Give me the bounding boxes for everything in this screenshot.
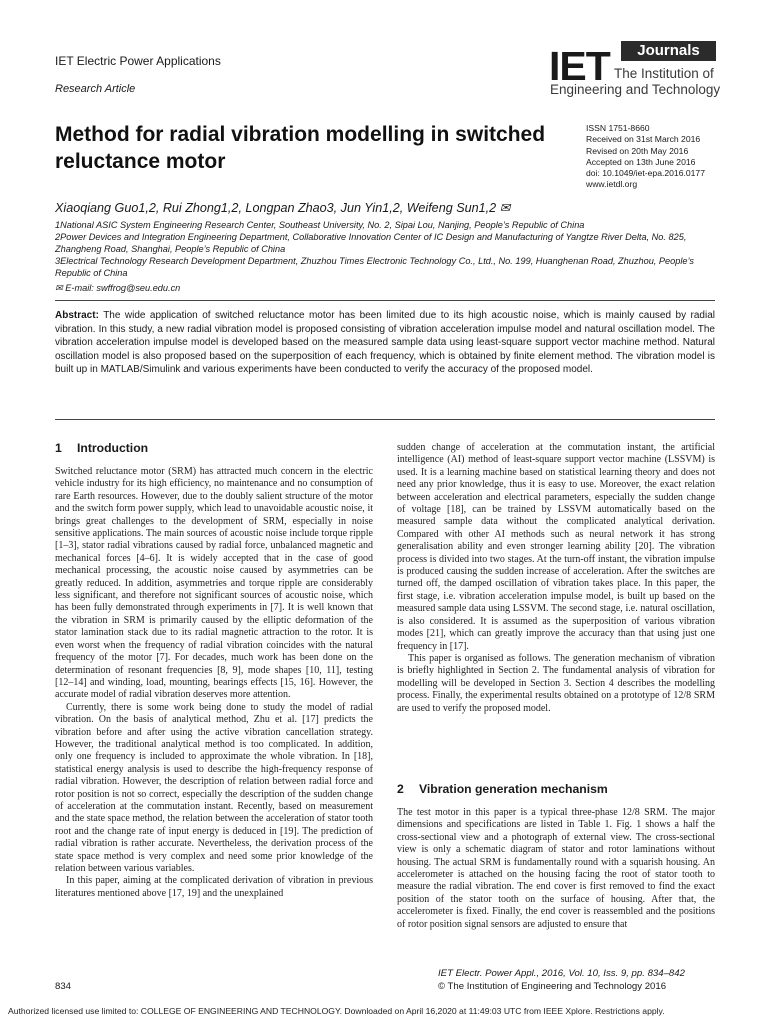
abstract-label: Abstract: — [55, 310, 99, 321]
footer-copyright: © The Institution of Engineering and Technology 2016 — [438, 981, 667, 992]
paragraph: In this paper, aiming at the complicated derivation of vibration in previous literatures mentioned above [17, 19] and the unexplained — [55, 875, 373, 899]
paragraph: Switched reluctance motor (SRM) has attracted much concern in the electric vehicle industry for its high efficiency, no maintenance and no consumption of rare Earth resources. However, due to the doubly salient structure of the motor and the switch form power supply, which lead to unavoidable acoustic noise, it brings great challenges to the development of SRM, especially in noise sensitive applications. The main sources of acoustic noise include torque ripple [1–3], stator radial vibrations caused by radial force, unbalanced magnetic and mechanical forces [4–6]. It is widely accepted that in the case of good mechanical processing, the acoustic noise caused by asymmetries can be greatly reduced. In addition, asymmetries and torque ripple are considerably less significant, and therefore not significant sources of acoustic noise, which has been fully demonstrated through experiments in [7]. It is well known that the vibration in SRM is primarily caused by the elliptic deformation of the stator lamination stack due to its radial magnetic attraction to the rotor. It is even worst when the frequency of radial vibration coincides with the natural frequency of the motor [7]. For decades, much work has been done on the determination of resonant frequencies [8, 9], mode shapes [10, 11], testing [12–14] and winding, load, mounting, bearings effects [15, 16]. However, the accurate model of radial vibration deserves more attention. — [55, 466, 373, 701]
institution-line-2: Engineering and Technology — [550, 82, 721, 97]
website-link[interactable]: www.ietdl.org — [586, 179, 638, 190]
paragraph: sudden change of acceleration at the commutation instant, the artificial intelligence (AI) method of least-square support vector machine (LSSVM) is used. It is a learning machine based on statistical learning theory and does not need any prior knowledge, thus it is easy to use. Moreover, the exact relation between acceleration and electrical parameters, especially the sudden change of voltage [18], can be trained by LSSVM automatically based on the measured sample data without the complicated analytical derivation. Compared with other AI methods such as neural network it has strong generalisation ability and even stronger learning ability [20]. The vibration process is divided into two stages. At the turn-off instant, the vibration impulse is produced causing the sudden increase of acceleration. After the switches are turned off, the damped oscillation of vibration takes place. In this paper, the first stage, i.e. vibration acceleration impulse model, is built up based on the measured sample data using LSSVM. The second stage, i.e. natural oscillation, is also considered. It is assumed as the superposition of various vibration modes [21], which can greatly improve the accuracy than that using just one frequency in [17]. — [397, 442, 715, 652]
journals-badge: Journals — [621, 41, 716, 61]
footer-citation: IET Electr. Power Appl., 2016, Vol. 10, Iss. 9, pp. 834–842 — [438, 968, 685, 979]
institution-line-1: The Institution of — [614, 66, 714, 81]
issn: ISSN 1751-8660 — [586, 123, 650, 133]
section-number: 2 — [397, 782, 404, 796]
contact-email[interactable]: ✉ E-mail: swffrog@seu.edu.cn — [55, 283, 181, 293]
received-date: Received on 31st March 2016 — [586, 134, 701, 145]
paragraph: The test motor in this paper is a typical three-phase 12/8 SRM. The major dimensions and specifications are listed in Table 1. Fig. 1 shows a half the cross-sectional view and a photograph of external view. The cross-sectional view is only a schematic diagram of stator and rotor laminations without housing. The actual SRM is fundamentally round with a squarish housing. An accelerometer is attached on the housing facing the root of stator tooth to measure the radial vibration. The end cover is first removed to find the exact position of the stator tooth on the surface of housing. After that, the accelerometer is fixed. Finally, the end cover is reassembled and the positions of rotor position signal sensors are adjusted to ensure that — [397, 807, 715, 930]
article-type: Research Article — [55, 83, 136, 95]
affiliation-3: 3Electrical Technology Research Development Department, Zhuzhou Times Electronic Technology Co., Ltd., No. 199, Huanghenan Road, Zhuzhou, People’s Republic of China — [55, 255, 694, 278]
journal-name: IET Electric Power Applications — [55, 54, 221, 68]
right-column-top — [397, 442, 715, 715]
revised-date: Revised on 20th May 2016 — [586, 145, 689, 156]
left-column — [55, 466, 373, 900]
author-list: Xiaoqiang Guo1,2, Rui Zhong1,2, Longpan Zhao3, Jun Yin1,2, Weifeng Sun1,2 ✉ — [55, 201, 511, 215]
abstract-top-rule — [55, 300, 715, 301]
abstract-bottom-rule — [55, 419, 715, 420]
right-column-bottom — [397, 807, 715, 931]
abstract-text: The wide application of switched reluctance motor has been limited due to its high acoustic noise, which is mainly caused by radial vibration. In this study, a new radial vibration model is proposed consisting of vibration acceleration impulse model and natural oscillation model. The vibration acceleration impulse model is developed based on the measured sample data using least-square support vector machine method. Natural oscillation model is also proposed based on the superposition of each frequency, which is obtained by finite element method. The vibration model is built up in MATLAB/Simulink and various experiments have been conducted to verify the accuracy of the proposed model. — [55, 310, 715, 376]
license-notice: Authorized licensed use limited to: COLLEGE OF ENGINEERING AND TECHNOLOGY. Downloaded on April 16,2020 at 11:49:03 UTC from IEEE Xplore. Restrictions apply. — [8, 1006, 665, 1016]
abstract — [55, 309, 715, 377]
doi[interactable]: doi: 10.1049/iet-epa.2016.0177 — [586, 168, 705, 179]
affiliation-2: 2Power Devices and Integration Engineering Department, Collaborative Innovation Center of IC Design and Manufacturing of Yangtze River Delta, No. 825, Zhangheng Road, Shanghai, People’s Republic of China — [55, 231, 687, 254]
section-2-heading — [397, 782, 608, 796]
iet-logo-mark: IET — [549, 43, 610, 89]
paragraph: Currently, there is some work being done to study the model of radial vibration. On the basis of analytical method, Zhu et al. [17] predicts the vibration before and after using the active vibration cancellation strategy. However, the traditional analytical method is too complicated. In addition, only one frequency is included to approximate the whole vibration. In [18], statistical energy analysis is used to describe the high-frequency response of radial vibration. However, the description of relation between radial force and rotor position is not so correct, especially the description of the sudden change of acceleration at the commutation instant. Recently, based on measurement and the state space method, the relation between the acceleration of stator tooth root and the change rate of input energy is deduced in [19]. The prediction of radial vibration is rather accurate. Nevertheless, the derivation process of the state space method is very complex and need some prior knowledge of the relation between various variables. — [55, 701, 373, 874]
affiliation-1: 1National ASIC System Engineering Research Center, Southeast University, No. 2, Sipai Lou, Nanjing, People’s Republic of China — [55, 220, 585, 230]
affiliations — [55, 220, 715, 280]
accepted-date: Accepted on 13th June 2016 — [586, 156, 696, 167]
paper-title: Method for radial vibration modelling in switched reluctance motor — [55, 123, 546, 173]
section-title: Vibration generation mechanism — [419, 782, 608, 796]
paragraph: This paper is organised as follows. The generation mechanism of vibration is briefly highlighted in Section 2. The fundamental analysis of vibration for modelling will be developed in Section 3. Section 4 describes the modelling process. Finally, the experimental results obtained on a prototype of 12/8 SRM are used to verify the proposed model. — [397, 652, 715, 714]
section-1-heading — [55, 441, 148, 455]
section-title: Introduction — [77, 441, 149, 455]
page-number: 834 — [55, 981, 72, 992]
section-number: 1 — [55, 441, 62, 455]
article-metadata — [586, 123, 705, 191]
